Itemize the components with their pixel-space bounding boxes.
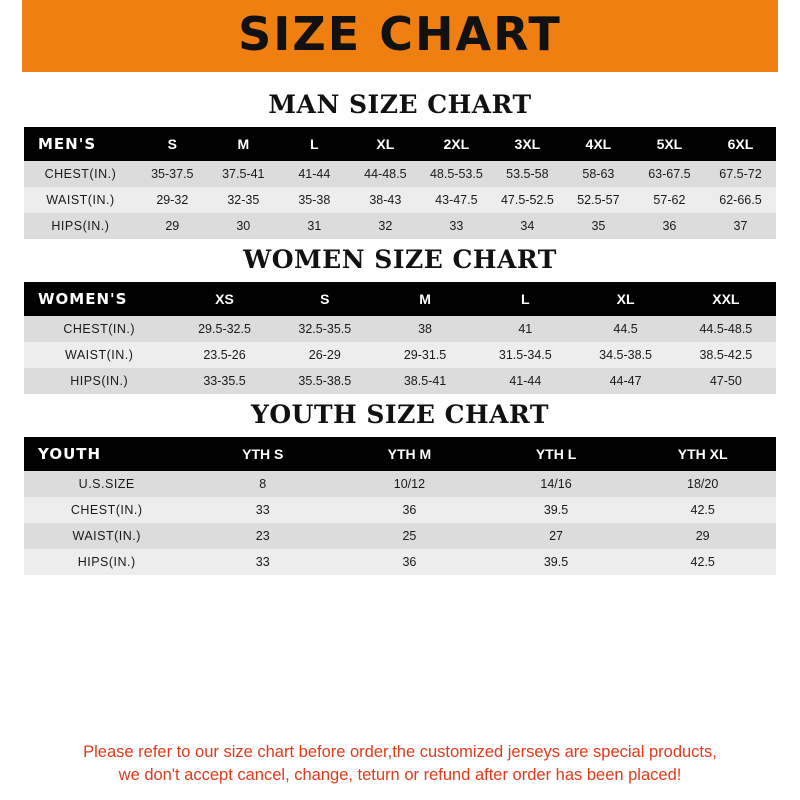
women-table-header [24, 282, 776, 316]
men-hips-m: 30 [208, 213, 279, 239]
table-row [24, 213, 776, 239]
men-size-table [24, 127, 776, 239]
youth-header-label: YOUTH [24, 437, 189, 471]
table-row [24, 497, 776, 523]
women-chest-s: 32.5-35.5 [275, 316, 375, 342]
banner-left-pad [0, 0, 22, 72]
table-row [24, 368, 776, 394]
footer-disclaimer [24, 731, 776, 800]
men-header-5xl: 5XL [634, 127, 705, 161]
youth-ussize-m: 10/12 [336, 471, 483, 497]
men-header-4xl: 4XL [563, 127, 634, 161]
men-hips-6xl: 37 [705, 213, 776, 239]
banner-right-pad [778, 0, 800, 72]
women-chest-xxl: 44.5-48.5 [676, 316, 776, 342]
men-header-s: S [137, 127, 208, 161]
women-hips-xs: 33-35.5 [174, 368, 274, 394]
men-hips-5xl: 36 [634, 213, 705, 239]
table-row [24, 161, 776, 187]
youth-size-table [24, 437, 776, 575]
women-chest-xs: 29.5-32.5 [174, 316, 274, 342]
women-header-xl: XL [575, 282, 675, 316]
men-hips-l: 31 [279, 213, 350, 239]
table-row [24, 342, 776, 368]
men-chest-l: 41-44 [279, 161, 350, 187]
men-table-body [24, 161, 776, 239]
men-waist-4xl: 52.5-57 [563, 187, 634, 213]
men-waist-l: 35-38 [279, 187, 350, 213]
women-hips-xl: 44-47 [575, 368, 675, 394]
table-row [24, 471, 776, 497]
youth-chest-m: 36 [336, 497, 483, 523]
men-chest-s: 35-37.5 [137, 161, 208, 187]
table-header-row [24, 437, 776, 471]
page-banner [0, 0, 800, 72]
youth-waist-m: 25 [336, 523, 483, 549]
women-hips-m: 38.5-41 [375, 368, 475, 394]
youth-header-l: YTH L [483, 437, 630, 471]
table-header-row [24, 282, 776, 316]
men-header-l: L [279, 127, 350, 161]
women-waist-m: 29-31.5 [375, 342, 475, 368]
men-header-m: M [208, 127, 279, 161]
women-waist-xl: 34.5-38.5 [575, 342, 675, 368]
youth-ussize-xl: 18/20 [629, 471, 776, 497]
youth-ussize-label: U.S.SIZE [24, 471, 189, 497]
men-hips-2xl: 33 [421, 213, 492, 239]
men-table-header [24, 127, 776, 161]
men-chest-5xl: 63-67.5 [634, 161, 705, 187]
men-hips-xl: 32 [350, 213, 421, 239]
women-waist-label: WAIST(IN.) [24, 342, 174, 368]
women-table-body [24, 316, 776, 394]
men-header-3xl: 3XL [492, 127, 563, 161]
men-hips-4xl: 35 [563, 213, 634, 239]
men-header-2xl: 2XL [421, 127, 492, 161]
men-waist-2xl: 43-47.5 [421, 187, 492, 213]
page-title: SIZE CHART [238, 7, 562, 61]
table-row [24, 523, 776, 549]
men-waist-xl: 38-43 [350, 187, 421, 213]
section-title-youth: YOUTH SIZE CHART [251, 400, 549, 429]
table-header-row [24, 127, 776, 161]
section-title-men: MAN SIZE CHART [268, 90, 532, 119]
youth-waist-label: WAIST(IN.) [24, 523, 189, 549]
men-hips-3xl: 34 [492, 213, 563, 239]
youth-header-s: YTH S [189, 437, 336, 471]
women-header-label: WOMEN'S [24, 282, 174, 316]
youth-hips-l: 39.5 [483, 549, 630, 575]
women-size-table [24, 282, 776, 394]
men-chest-xl: 44-48.5 [350, 161, 421, 187]
women-chest-xl: 44.5 [575, 316, 675, 342]
table-row [24, 316, 776, 342]
men-header-6xl: 6XL [705, 127, 776, 161]
youth-chest-s: 33 [189, 497, 336, 523]
youth-chest-xl: 42.5 [629, 497, 776, 523]
table-row [24, 549, 776, 575]
women-hips-xxl: 47-50 [676, 368, 776, 394]
men-chest-6xl: 67.5-72 [705, 161, 776, 187]
men-waist-s: 29-32 [137, 187, 208, 213]
youth-header-m: YTH M [336, 437, 483, 471]
women-hips-s: 35.5-38.5 [275, 368, 375, 394]
footer-line-1: Please refer to our size chart before order,the customized jerseys are special products, [83, 743, 717, 762]
youth-hips-xl: 42.5 [629, 549, 776, 575]
youth-chest-label: CHEST(IN.) [24, 497, 189, 523]
youth-header-xl: YTH XL [629, 437, 776, 471]
youth-chest-l: 39.5 [483, 497, 630, 523]
men-chest-2xl: 48.5-53.5 [421, 161, 492, 187]
youth-waist-s: 23 [189, 523, 336, 549]
youth-hips-label: HIPS(IN.) [24, 549, 189, 575]
youth-waist-xl: 29 [629, 523, 776, 549]
women-hips-l: 41-44 [475, 368, 575, 394]
men-hips-s: 29 [137, 213, 208, 239]
men-waist-5xl: 57-62 [634, 187, 705, 213]
men-chest-3xl: 53.5-58 [492, 161, 563, 187]
youth-hips-s: 33 [189, 549, 336, 575]
men-chest-label: CHEST(IN.) [24, 161, 137, 187]
men-chest-4xl: 58-63 [563, 161, 634, 187]
men-header-label: MEN'S [24, 127, 137, 161]
women-chest-label: CHEST(IN.) [24, 316, 174, 342]
chart-content [0, 72, 800, 800]
youth-ussize-l: 14/16 [483, 471, 630, 497]
men-waist-label: WAIST(IN.) [24, 187, 137, 213]
table-row [24, 187, 776, 213]
men-chest-m: 37.5-41 [208, 161, 279, 187]
section-title-women: WOMEN SIZE CHART [243, 245, 557, 274]
women-header-s: S [275, 282, 375, 316]
youth-table-body [24, 471, 776, 575]
women-hips-label: HIPS(IN.) [24, 368, 174, 394]
women-header-l: L [475, 282, 575, 316]
women-header-xs: XS [174, 282, 274, 316]
men-hips-label: HIPS(IN.) [24, 213, 137, 239]
youth-waist-l: 27 [483, 523, 630, 549]
women-chest-m: 38 [375, 316, 475, 342]
footer-line-2: we don't accept cancel, change, teturn or refund after order has been placed! [118, 765, 682, 784]
women-waist-xs: 23.5-26 [174, 342, 274, 368]
youth-ussize-s: 8 [189, 471, 336, 497]
women-header-xxl: XXL [676, 282, 776, 316]
women-chest-l: 41 [475, 316, 575, 342]
men-waist-3xl: 47.5-52.5 [492, 187, 563, 213]
men-header-xl: XL [350, 127, 421, 161]
men-waist-6xl: 62-66.5 [705, 187, 776, 213]
women-waist-xxl: 38.5-42.5 [676, 342, 776, 368]
women-waist-l: 31.5-34.5 [475, 342, 575, 368]
women-waist-s: 26-29 [275, 342, 375, 368]
youth-hips-m: 36 [336, 549, 483, 575]
men-waist-m: 32-35 [208, 187, 279, 213]
women-header-m: M [375, 282, 475, 316]
youth-table-header [24, 437, 776, 471]
